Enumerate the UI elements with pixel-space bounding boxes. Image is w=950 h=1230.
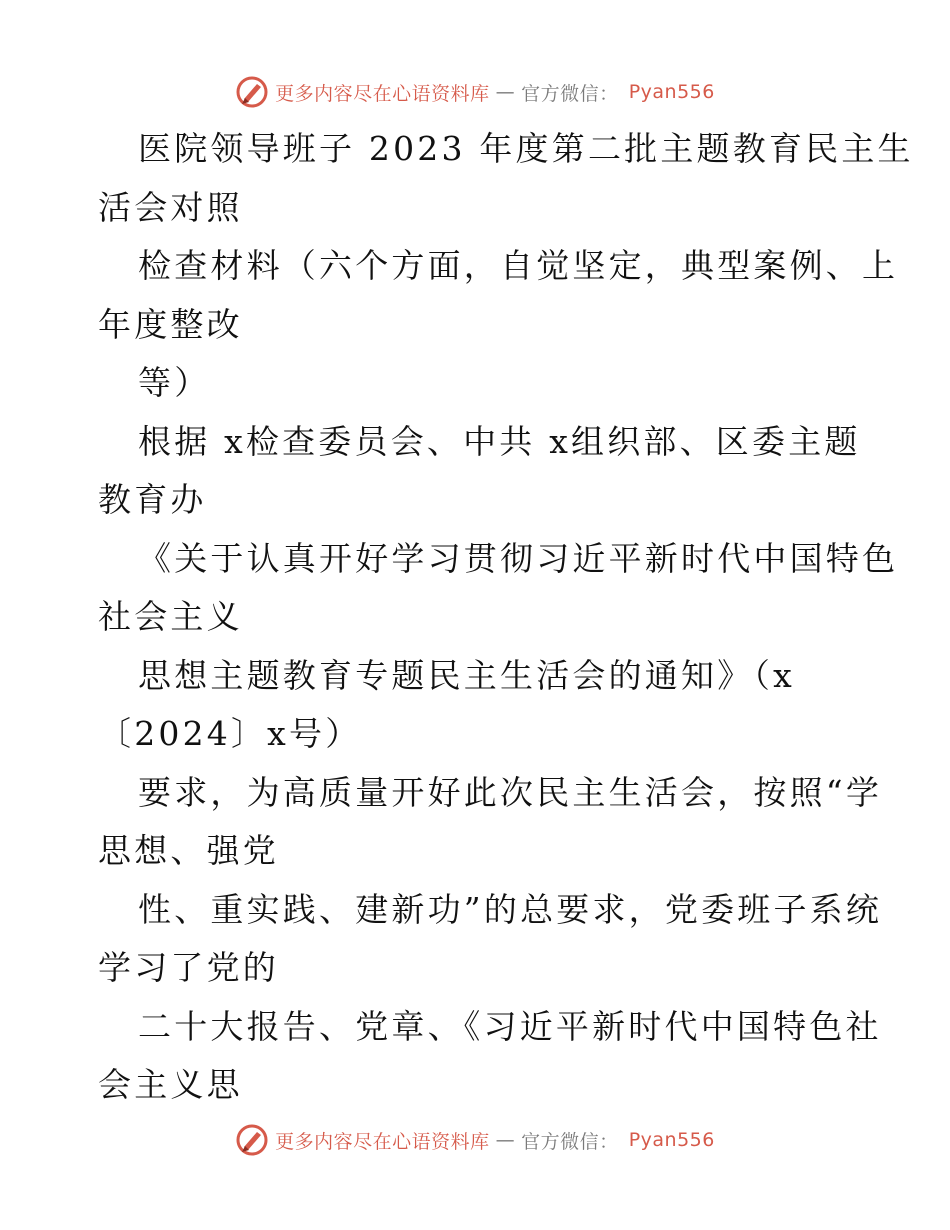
text-line: 〔2024〕x号） xyxy=(98,714,362,753)
text-line: 二十大报告、党章、《习近平新时代中国特色社 xyxy=(138,1006,882,1046)
pen-logo-icon xyxy=(235,1123,269,1157)
text-line: 要求，为高质量开好此次民主生活会，按照“学 xyxy=(138,772,883,812)
watermark-wechat-label: 官方微信： xyxy=(521,1130,619,1153)
text-line: 思想、强党 xyxy=(98,831,279,870)
watermark-brand: 更多内容尽在心语资料库 xyxy=(275,1130,490,1153)
watermark-separator: — xyxy=(495,81,516,103)
text-line: 医院领导班子 2023 年度第二批主题教育民主生 xyxy=(138,129,914,168)
text-line: 学习了党的 xyxy=(98,948,279,987)
watermark-wechat-id: Pyan556 xyxy=(628,1129,715,1151)
text-line: 检查材料（六个方面，自觉坚定，典型案例、上 xyxy=(138,246,899,285)
text-line: 性、重实践、建新功”的总要求，党委班子系统 xyxy=(138,889,883,929)
text-line: 社会主义 xyxy=(98,597,243,636)
watermark-wechat-label: 官方微信： xyxy=(521,82,619,105)
text-line: 活会对照 xyxy=(98,187,243,227)
text-line: 根据 x检查委员会、中共 x组织部、区委主题 xyxy=(138,421,861,461)
pen-logo-icon xyxy=(235,75,269,109)
footer-watermark xyxy=(0,1120,950,1160)
text-line: 会主义思 xyxy=(98,1065,243,1104)
text-line: 《关于认真开好学习贯彻习近平新时代中国特色 xyxy=(138,538,899,578)
text-line: 等） xyxy=(138,363,211,402)
text-line: 思想主题教育专题民主生活会的通知》（x xyxy=(138,655,795,695)
header-watermark xyxy=(0,72,950,112)
watermark-wechat-id: Pyan556 xyxy=(628,81,715,103)
text-line: 年度整改 xyxy=(98,304,243,344)
text-line: 教育办 xyxy=(98,480,207,519)
watermark-brand: 更多内容尽在心语资料库 xyxy=(275,82,490,105)
document-body xyxy=(98,120,914,1115)
watermark-separator: — xyxy=(495,1129,516,1151)
